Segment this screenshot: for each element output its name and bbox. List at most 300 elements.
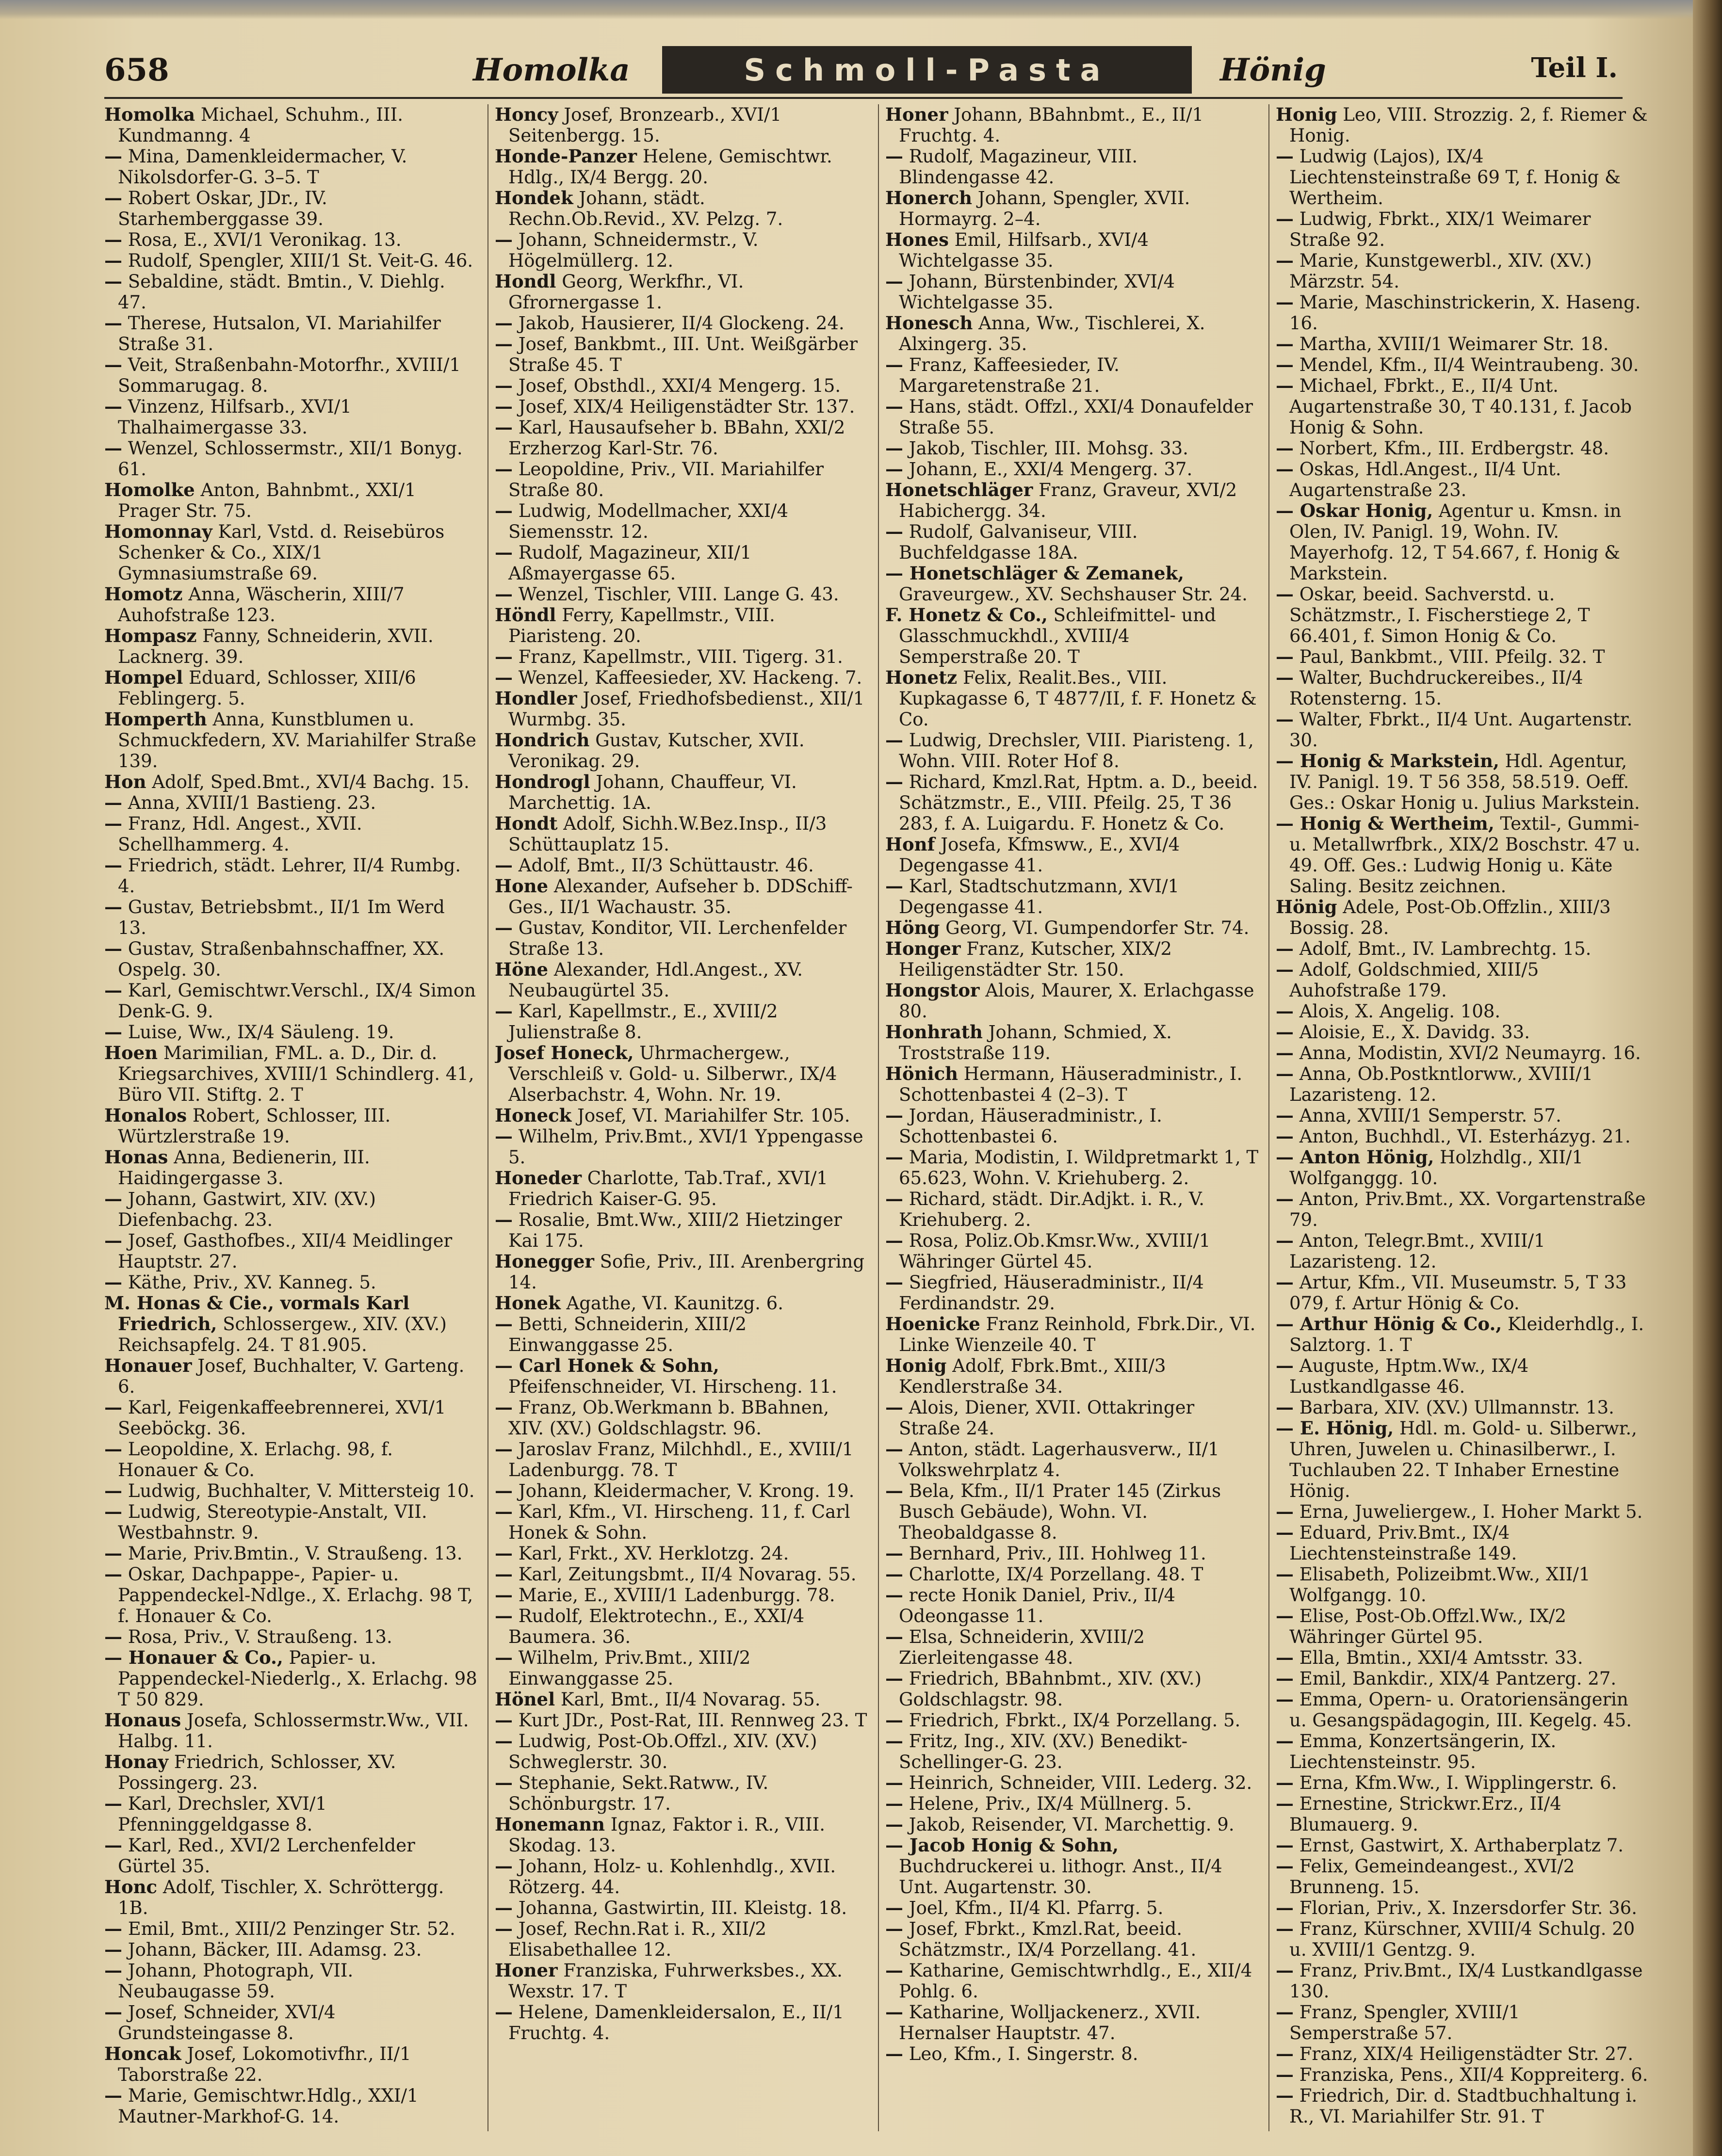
entry-name: — [495,2001,513,2023]
directory-entry [885,1063,1259,1105]
entry-details: Felix, Gemeindeangest., XVI/2 Brunneng. 15. [1289,1856,1575,1898]
entry-details: Karl, Kapellmstr., E., XVIII/2 Julienstraße 8. [508,1001,778,1043]
directory-entry [495,688,868,730]
directory-entry [104,1564,478,1626]
entry-name: — [885,521,903,542]
entry-details: Johann, Schmied, X. Troststraße 119. [899,1022,1172,1063]
directory-entry [885,730,1259,772]
directory-entry [885,271,1259,313]
entry-details: Friedrich, städt. Lehrer, II/4 Rumbg. 4. [118,855,461,897]
entry-name: — [104,1793,122,1814]
directory-entry [885,313,1259,354]
directory-entry [104,813,478,855]
directory-entry [104,1939,478,1960]
entry-details: Helene, Damenkleidersalon, E., II/1 Fruchtg. 4. [508,2002,844,2043]
directory-entry [885,1480,1259,1543]
directory-entry [1276,1022,1649,1043]
entry-details: Therese, Hutsalon, VI. Mariahilfer Straße 31. [118,313,441,354]
directory-entry [885,1439,1259,1480]
entry-details: Marie, Kunstgewerbl., XIV. (XV.) Märzstr. 54. [1289,250,1592,292]
directory-entry [104,438,478,480]
directory-entry [885,1960,1259,2002]
directory-entry [1276,1668,1649,1689]
entry-details: Walter, Buchdruckereibes., II/4 Rotensterng. 15. [1289,667,1583,709]
entry-details: Anton, Priv.Bmt., XX. Vorgartenstraße 79. [1289,1189,1646,1230]
entry-details: Oskar, Dachpappe-, Papier- u. Pappendeckel-Ndlge., X. Erlachg. 98 T, f. Honauer & Co. [118,1564,473,1626]
entry-name: — [1276,1918,1294,1939]
entry-name: — [1276,354,1294,375]
directory-entry [104,313,478,354]
page-header [104,46,1623,99]
directory-entry [104,1835,478,1877]
directory-entry [885,667,1259,730]
entry-details: Uhrmachergew., Verschleiß v. Gold- u. Silberwr., IX/4 Alserbachstr. 4, Wohn. Nr. 19. [508,1043,837,1105]
entry-name: — [104,250,122,271]
entry-details: Friedrich, Schlosser, XV. Possingerg. 23. [118,1752,396,1793]
directory-entry [885,104,1259,146]
entry-details: Jaroslav Franz, Milchhdl., E., XVIII/1 Ladenburgg. 78. T [508,1439,854,1480]
entry-name: Hondek [495,187,573,209]
directory-entry [495,772,868,813]
entry-details: Maria, Modistin, I. Wildpretmarkt 1, T 65.623, Wohn. V. Kriehuberg. 2. [899,1147,1259,1189]
entry-details: Gustav, Straßenbahnschaffner, XX. Ospelg. 30. [118,938,445,980]
entry-details: Paul, Bankbmt., VIII. Pfeilg. 32. T [1294,646,1605,667]
directory-entry [495,1918,868,1960]
directory-entry [885,834,1259,876]
directory-entry [1276,438,1649,459]
entry-details: Anna, XVIII/1 Semperstr. 57. [1294,1105,1561,1126]
entry-details: Wilhelm, Priv.Bmt., XVI/1 Yppengasse 5. [508,1126,863,1168]
directory-entry [1276,250,1649,292]
entry-details: Gustav, Kutscher, XVII. Veronikag. 29. [508,730,805,772]
entry-details: Anton, städt. Lagerhausverw., II/1 Volkswehrplatz 4. [899,1439,1219,1480]
directory-entry [495,1898,868,1918]
entry-name: Honegger [495,1251,594,1272]
entry-details: Charlotte, IX/4 Porzellang. 48. T [903,1564,1203,1585]
entry-details: Wenzel, Schlossermstr., XII/1 Bonyg. 61. [118,438,463,480]
entry-details: Anna, XVIII/1 Bastieng. 23. [122,792,376,813]
entry-name: — [1276,1271,1294,1293]
directory-entry [885,1397,1259,1439]
directory-entry [104,792,478,813]
directory-entry [495,271,868,313]
directory-entry [1276,2085,1649,2127]
entry-details: Karl, Zeitungsbmt., II/4 Novarag. 55. [513,1564,857,1585]
entry-details: Pfeifenschneider, VI. Hirscheng. 11. [508,1376,837,1397]
entry-details: Norbert, Kfm., III. Erdbergstr. 48. [1294,438,1609,459]
column-divider [878,104,879,2131]
entry-name: — [495,1647,513,1668]
directory-entry [104,980,478,1022]
entry-details: Johann, Chauffeur, VI. Marchettig. 1A. [508,772,797,813]
entry-details: Franz, XIX/4 Heiligenstädter Str. 27. [1294,2043,1634,2064]
entry-name: — [495,1918,513,1939]
entry-details: Karl, Gemischtwr.Verschl., IX/4 Simon Denk-G. 9. [118,980,476,1022]
entry-name: Homolke [104,479,195,500]
entry-name: Honger [885,938,961,959]
header-rule [104,97,1623,99]
entry-name: — [495,417,513,438]
entry-details: Johann, BBahnbmt., E., II/1 Fruchtg. 4. [899,104,1204,146]
directory-entry [495,646,868,667]
directory-entry [104,667,478,709]
directory-entry [1276,1564,1649,1606]
column-divider [1268,104,1269,2131]
entry-details: Jordan, Häuseradministr., I. Schottenbastei 6. [899,1105,1162,1147]
entry-name: — [495,396,513,417]
directory-entry [495,1314,868,1355]
entry-details: Elise, Post-Ob.Offzl.Ww., IX/2 Währinger Gürtel 95. [1289,1606,1566,1647]
entry-details: Fanny, Schneiderin, XVII. Lacknerg. 39. [118,626,434,667]
entry-name: Hondler [495,688,577,709]
entry-name: — [495,1438,513,1460]
entry-name: — Oskar Honig, [1276,500,1433,521]
entry-name: — [104,1397,122,1418]
directory-entry [1276,1314,1649,1355]
entry-details: Käthe, Priv., XV. Kanneg. 5. [122,1272,376,1293]
entry-name: — [495,1772,513,1793]
entry-details: Michael, Fbrkt., E., II/4 Unt. Augartenstraße 30, T 40.131, f. Jacob Honig & Sohn. [1289,375,1632,438]
entry-details: Wilhelm, Priv.Bmt., XIII/2 Einwanggasse 25. [508,1647,751,1689]
entry-details: Anton, Telegr.Bmt., XVIII/1 Lazaristeng. 12. [1289,1230,1545,1272]
entry-name: F. Honetz & Co., [885,604,1048,626]
entry-name: — [495,1709,513,1731]
entry-name: — E. Hönig, [1276,1417,1394,1439]
guide-word-right: Hönig [1220,52,1326,88]
entry-details: Marie, E., XVIII/1 Ladenburgg. 78. [513,1585,835,1606]
entry-name: — [1276,1834,1294,1856]
entry-name: — Honig & Markstein, [1276,750,1499,772]
entry-details: Hans, städt. Offzl., XXI/4 Donaufelder Straße 55. [899,396,1253,438]
directory-entry [495,1960,868,2002]
directory-entry [104,1543,478,1564]
entry-details: Gustav, Konditor, VII. Lerchenfelder Straße 13. [508,917,847,959]
entry-name: — [1276,437,1294,459]
directory-entry [495,1126,868,1168]
entry-name: Hondrogl [495,771,590,792]
entry-name: — [1276,375,1294,396]
entry-name: Honemann [495,1814,605,1835]
directory-entry [495,542,868,584]
entry-name: — [104,1626,122,1647]
entry-name: — [495,229,513,250]
entry-details: Betti, Schneiderin, XIII/2 Einwanggasse 25. [508,1314,747,1355]
entry-name: — [104,229,122,250]
directory-entry [1276,1689,1649,1731]
directory-entry [495,1439,868,1480]
guide-word-left: Homolka [473,52,630,88]
entry-details: Elisabeth, Polizeibmt.Ww., XII/1 Wolfgangg. 10. [1289,1564,1591,1606]
book-spine [1693,0,1722,2156]
entry-details: Robert Oskar, JDr., IV. Starhemberggasse 39. [118,188,327,229]
entry-name: — [495,1584,513,1606]
directory-entry [885,1793,1259,1814]
directory-entry [104,229,478,250]
entry-name: — [495,646,513,667]
entry-details: Anna, Wäscherin, XIII/7 Auhofstraße 123. [118,584,405,626]
entry-name: — [1276,208,1294,229]
directory-entry [1276,1522,1649,1564]
entry-details: Fritz, Ing., XIV. (XV.) Benedikt-Schellinger-G. 23. [899,1731,1188,1772]
entry-details: Richard, Kmzl.Rat, Hptm. a. D., beeid. Schätzmstr., E., VIII. Pfeilg. 25, T 36 283, f. A. Luigardu. F. Honetz & Co. [899,772,1258,834]
entry-name: Honesch [885,312,973,334]
entry-name: — [104,437,122,459]
entry-details: Schlossergew., XIV. (XV.) Reichsapfelg. 24. T 81.905. [118,1314,447,1355]
entry-details: Ludwig, Modellmacher, XXI/4 Siemensstr. 12. [508,500,789,542]
entry-name: Honcy [495,104,558,125]
column-4 [1276,104,1649,2131]
directory-entry [885,1564,1259,1585]
entry-name: — [104,1939,122,1960]
entry-name: — [1276,1397,1294,1418]
entry-details: Helene, Gemischtwr. Hdlg., IX/4 Bergg. 20. [508,146,832,188]
directory-entry [495,459,868,500]
directory-entry [104,1501,478,1543]
entry-name: — [495,667,513,688]
entry-details: Johann, Photograph, VII. Neubaugasse 59. [118,1960,354,2002]
entry-name: — [104,1480,122,1501]
entry-name: — Anton Hönig, [1276,1146,1434,1168]
entry-name: M. Honas & Cie., vormals Karl Friedrich, [104,1292,410,1335]
directory-entry [1276,459,1649,500]
directory-entry [1276,1230,1649,1272]
directory-entry [495,1480,868,1501]
entry-name: — [885,1563,903,1585]
entry-name: — [885,1230,903,1251]
column-divider [487,104,488,2131]
entry-name: — [1276,2043,1294,2064]
entry-details: Franz, Kapellmstr., VIII. Tigerg. 31. [513,646,843,667]
entry-name: — [495,917,513,938]
entry-details: Karl, Vstd. d. Reisebüros Schenker & Co., XIX/1 Gymnasiumstraße 69. [118,521,445,584]
entry-name: — [1276,1897,1294,1918]
directory-entry [104,1793,478,1835]
directory-entry [495,1772,868,1814]
entry-details: Mina, Damenkleidermacher, V. Nikolsdorfer-G. 3–5. T [118,146,407,188]
entry-details: Kurt JDr., Post-Rat, III. Rennweg 23. T [513,1710,867,1731]
entry-details: Emma, Konzertsängerin, IX. Liechtensteinstr. 95. [1289,1731,1557,1772]
directory-entry [885,938,1259,980]
entry-name: Honcak [104,2043,181,2064]
entry-details: Josef, Rechn.Rat i. R., XII/2 Elisabethallee 12. [508,1918,767,1960]
entry-details: Oskar, beeid. Sachverstd. u. Schätzmstr., I. Fischerstiege 2, T 66.401, f. Simon Honig & Co. [1289,584,1590,646]
entry-name: — [885,1668,903,1689]
entry-details: Josef, Schneider, XVI/4 Grundsteingasse 8. [118,2002,336,2043]
entry-name: — [495,1563,513,1585]
entry-name: — [1276,1689,1294,1710]
entry-details: Georg, VI. Gumpendorfer Str. 74. [940,917,1250,938]
entry-name: — [1276,1188,1294,1209]
entry-name: Honc [104,1876,158,1898]
entry-details: Leopoldine, Priv., VII. Mariahilfer Straße 80. [508,459,824,500]
entry-details: Helene, Priv., IX/4 Müllnerg. 5. [903,1793,1192,1814]
entry-details: Michael, Schuhm., III. Kundmanng. 4 [118,104,404,146]
entry-details: Rosa, E., XVI/1 Veronikag. 13. [122,229,402,250]
entry-name: — [885,1960,903,1981]
entry-name: — [104,1271,122,1293]
directory-entry [885,1626,1259,1668]
advertisement-banner [662,46,1192,94]
entry-name: — [495,1605,513,1626]
directory-entry [104,1147,478,1189]
entry-name: — Jacob Honig & Sohn, [885,1834,1119,1856]
entry-details: Anna, Modistin, XVI/2 Neumayrg. 16. [1294,1043,1641,1063]
entry-details: Emil, Bmt., XIII/2 Penzinger Str. 52. [122,1918,455,1939]
directory-entry [885,1835,1259,1898]
entry-name: — [1276,2001,1294,2023]
entry-name: — [1276,1855,1294,1877]
directory-entry [885,521,1259,563]
entry-name: — [885,1772,903,1793]
entry-details: Adolf, Goldschmied, XIII/5 Auhofstraße 179. [1289,959,1539,1001]
entry-name: — [885,771,903,792]
entry-details: Karl, Red., XVI/2 Lerchenfelder Gürtel 35. [118,1835,415,1877]
entry-name: Hondt [495,813,558,834]
entry-details: Franz, Priv.Bmt., IX/4 Lustkandlgasse 130. [1289,1960,1643,2002]
entry-details: Franz, Ob.Werkmann b. BBahnen, XIV. (XV.) Goldschlagstr. 96. [508,1397,829,1439]
directory-entry [104,250,478,271]
page-number: 658 [104,52,169,88]
directory-entry [885,1314,1259,1355]
directory-entry [1276,1772,1649,1793]
entry-details: Marie, Priv.Bmtin., V. Straußeng. 13. [122,1543,463,1564]
directory-entry [885,876,1259,917]
entry-details: Franz, Hdl. Angest., XVII. Schellhammerg. 4. [118,813,362,855]
entry-details: Wenzel, Tischler, VIII. Lange G. 43. [513,584,839,605]
entry-name: — [104,1188,122,1209]
entry-name: — [1276,1042,1294,1063]
directory-entry [495,188,868,229]
directory-entry [495,1105,868,1126]
entry-details: Adolf, Bmt., IV. Lambrechtg. 15. [1294,938,1592,959]
entry-details: Bernhard, Priv., III. Hohlweg 11. [903,1543,1206,1564]
directory-entry [885,229,1259,271]
entry-details: Johann, städt. Rechn.Ob.Revid., XV. Pelzg. 7. [508,188,783,229]
entry-details: Karl, Drechsler, XVI/1 Pfenninggeldgasse 8. [118,1793,327,1835]
entry-name: — [495,583,513,605]
entry-name: — [495,458,513,480]
directory-entry [104,626,478,667]
directory-entry [1276,1835,1649,1856]
directory-entry [104,2043,478,2085]
directory-entry [104,772,478,792]
entry-name: — [885,1188,903,1209]
directory-entry [495,1856,868,1898]
entry-name: — [104,1021,122,1043]
directory-entry [495,396,868,417]
entry-details: Johann, Gastwirt, XIV. (XV.) Diefenbachg. 23. [118,1189,376,1230]
directory-entry [1276,1043,1649,1063]
directory-entry [1276,1898,1649,1918]
entry-details: Josef, VI. Mariahilfer Str. 105. [571,1105,850,1126]
directory-entry [495,1814,868,1856]
entry-details: Alois, Diener, XVII. Ottakringer Straße 24. [899,1397,1195,1439]
entry-name: — [885,1793,903,1814]
entry-details: Ludwig, Post-Ob.Offzl., XIV. (XV.) Schweglerstr. 30. [508,1731,817,1772]
directory-entry [1276,1001,1649,1022]
entry-name: — [495,854,513,876]
entry-details: Josef, Obsthdl., XXI/4 Mengerg. 15. [513,375,841,396]
entry-details: Franz, Kutscher, XIX/2 Heiligenstädter Str. 150. [899,938,1172,980]
directory-entry [1276,1606,1649,1647]
directory-entry [885,188,1259,229]
directory-entry [885,1710,1259,1731]
directory-entry [495,876,868,917]
directory-entry [495,313,868,334]
entry-name: Honer [885,104,948,125]
directory-entry [495,1001,868,1043]
directory-entry [1276,667,1649,709]
entry-details: Adolf, Bmt., II/3 Schüttaustr. 46. [513,855,814,876]
directory-entry [495,1043,868,1105]
entry-details: Rosa, Poliz.Ob.Kmsr.Ww., XVIII/1 Währinger Gürtel 45. [899,1230,1211,1272]
entry-name: — [104,2001,122,2023]
entry-details: Jakob, Hausierer, II/4 Glockeng. 24. [513,313,845,334]
entry-name: — [1276,583,1294,605]
entry-name: Honas [104,1146,168,1168]
entry-name: Hon [104,771,146,792]
entry-name: Hönig [1276,896,1337,917]
directory-entry [104,855,478,897]
entry-name: Höne [495,959,549,980]
entry-name: — [495,375,513,396]
directory-entry [885,605,1259,667]
column-3 [885,104,1259,2131]
entry-details: Hdl. m. Gold- u. Silberwr., Uhren, Juwelen u. Chinasilberwr., I. Tuchlauben 22. T Inhaber Ernestine Hönig. [1289,1418,1637,1501]
entry-details: Eduard, Priv.Bmt., IX/4 Liechtensteinstraße 149. [1289,1522,1517,1564]
directory-entry [495,1689,868,1710]
directory-entry [104,480,478,521]
directory-entry [495,1543,868,1564]
entry-name: — [1276,1105,1294,1126]
directory-entry [1276,500,1649,584]
entry-name: Hondl [495,271,556,292]
directory-entry [885,563,1259,605]
directory-entry [1276,1793,1649,1835]
entry-details: Papier- u. Pappendeckel-Niederlg., X. Erlachg. 98 T 50 829. [118,1647,477,1710]
entry-details: Auguste, Hptm.Ww., IX/4 Lustkandlgasse 46. [1289,1355,1529,1397]
directory-entry [495,334,868,375]
directory-entry [495,1251,868,1293]
entry-name: Josef Honeck, [495,1042,634,1063]
entry-name: Honig [885,1355,947,1376]
directory-entry [885,1585,1259,1626]
entry-details: Alois, Maurer, X. Erlachgasse 80. [899,980,1254,1022]
entry-details: Artur, Kfm., VII. Museumstr. 5, T 33 079, f. Artur Hönig & Co. [1289,1272,1627,1314]
directory-entry [1276,1355,1649,1397]
entry-details: Felix, Realit.Bes., VIII. Kupkagasse 6, T 4877/II, f. F. Honetz & Co. [899,667,1257,730]
entry-details: Karl, Hausaufseher b. BBahn, XXI/2 Erzherzog Karl-Str. 76. [508,417,845,459]
directory-entry [885,772,1259,834]
entry-name: Honer [495,1960,558,1981]
entry-details: Josef, Friedhofsbedienst., XII/1 Wurmbg. 35. [508,688,865,730]
entry-name: — [885,1814,903,1835]
entry-name: — [1276,1960,1294,1981]
directory-entry [495,1168,868,1209]
entry-name: — [104,1960,122,1981]
entry-details: Florian, Priv., X. Inzersdorfer Str. 36. [1294,1898,1637,1918]
directory-entry [495,1585,868,1606]
directory-entry [1276,751,1649,813]
entry-name: Honig [1276,104,1337,125]
directory-entry [885,1898,1259,1918]
entry-details: Luise, Ww., IX/4 Säuleng. 19. [122,1022,394,1043]
directory-entry [885,459,1259,480]
directory-entry [1276,292,1649,334]
directory-entry [885,1189,1259,1230]
directory-entry [104,1710,478,1752]
entry-details: Katharine, Gemischtwrhdlg., E., XII/4 Pohlg. 6. [899,1960,1252,2002]
